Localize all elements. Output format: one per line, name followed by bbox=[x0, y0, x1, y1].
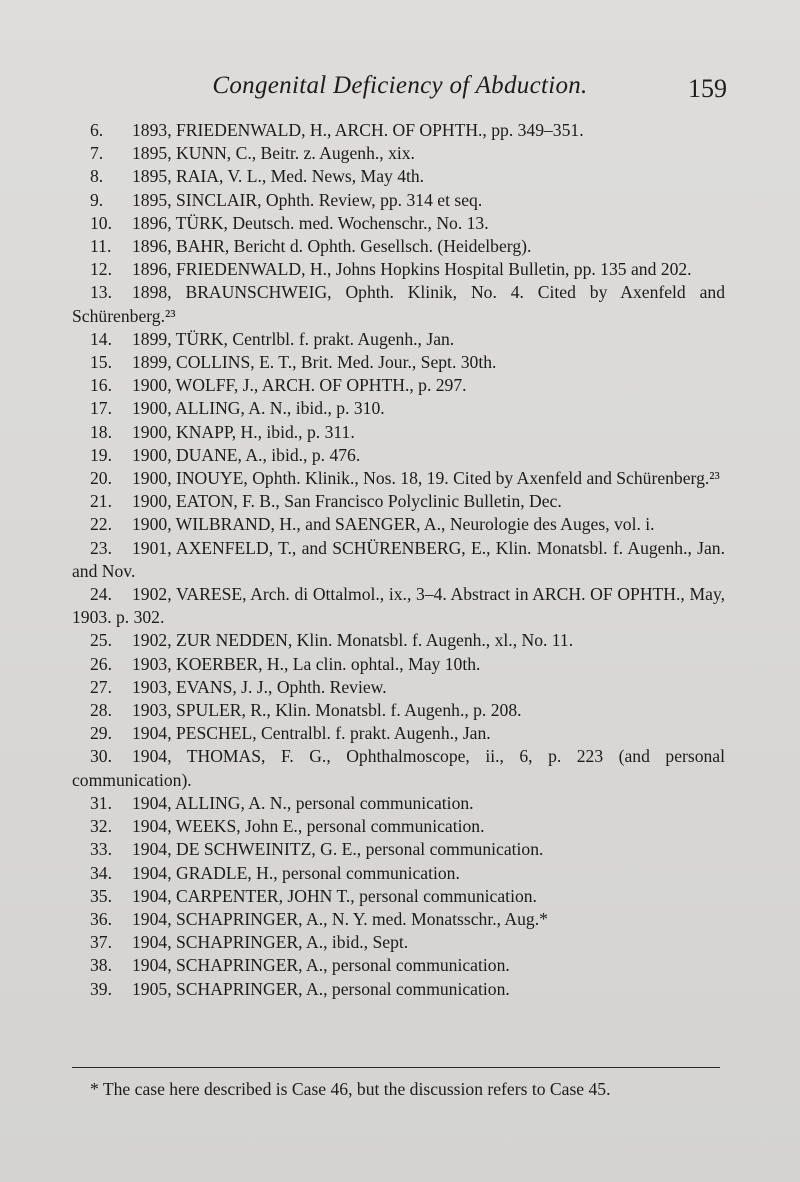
reference-number: 32. bbox=[90, 816, 112, 837]
reference-text: 1900, INOUYE, Ophth. Klinik., Nos. 18, 19. Cited by Axenfeld and Schürenberg.²³ bbox=[132, 468, 720, 489]
reference-item bbox=[72, 537, 725, 583]
reference-item bbox=[72, 351, 725, 374]
reference-item bbox=[72, 978, 725, 1001]
reference-text: 1900, WILBRAND, H., and SAENGER, A., Neurologie des Auges, vol. i. bbox=[132, 514, 655, 535]
reference-number: 7. bbox=[90, 143, 104, 164]
reference-number: 12. bbox=[90, 259, 112, 280]
reference-item bbox=[72, 328, 725, 351]
reference-text: 1904, SCHAPRINGER, A., personal communication. bbox=[132, 955, 510, 976]
reference-text: 1903, EVANS, J. J., Ophth. Review. bbox=[132, 676, 387, 697]
reference-item bbox=[72, 931, 725, 954]
reference-item bbox=[72, 676, 725, 699]
reference-text: 1904, SCHAPRINGER, A., N. Y. med. Monatsschr., Aug.* bbox=[132, 908, 548, 929]
reference-text: 1896, FRIEDENWALD, H., Johns Hopkins Hospital Bulletin, pp. 135 and 202. bbox=[132, 259, 692, 280]
reference-number: 19. bbox=[90, 444, 112, 465]
reference-item bbox=[72, 583, 725, 629]
reference-item bbox=[72, 421, 725, 444]
reference-item bbox=[72, 653, 725, 676]
reference-text: 1900, DUANE, A., ibid., p. 476. bbox=[132, 444, 361, 465]
reference-item bbox=[72, 885, 725, 908]
reference-text: 1902, VARESE, Arch. di Ottalmol., ix., 3–4. Abstract in ARCH. OF OPHTH., May, 1903. p. 302. bbox=[72, 584, 725, 628]
reference-number: 37. bbox=[90, 932, 112, 953]
reference-number: 36. bbox=[90, 908, 112, 929]
reference-item bbox=[72, 513, 725, 536]
reference-item bbox=[72, 165, 725, 188]
page-number: 159 bbox=[688, 74, 727, 103]
reference-number: 34. bbox=[90, 862, 112, 883]
reference-text: 1900, KNAPP, H., ibid., p. 311. bbox=[132, 421, 355, 442]
reference-number: 25. bbox=[90, 630, 112, 651]
reference-text: 1904, SCHAPRINGER, A., ibid., Sept. bbox=[132, 932, 409, 953]
reference-number: 38. bbox=[90, 955, 112, 976]
reference-text: 1902, ZUR NEDDEN, Klin. Monatsbl. f. Augenh., xl., No. 11. bbox=[132, 630, 574, 651]
reference-text: 1893, FRIEDENWALD, H., ARCH. OF OPHTH., pp. 349–351. bbox=[132, 120, 584, 140]
reference-item bbox=[72, 954, 725, 977]
reference-number: 30. bbox=[90, 746, 112, 767]
reference-text: 1904, PESCHEL, Centralbl. f. prakt. Augenh., Jan. bbox=[132, 723, 491, 744]
reference-text: 1903, KOERBER, H., La clin. ophtal., May 10th. bbox=[132, 653, 481, 674]
reference-text: 1901, AXENFELD, T., and SCHÜRENBERG, E., Klin. Monatsbl. f. Augenh., Jan. and Nov. bbox=[72, 537, 725, 581]
reference-text: 1904, GRADLE, H., personal communication. bbox=[132, 862, 460, 883]
reference-text: 1904, DE SCHWEINITZ, G. E., personal communication. bbox=[132, 839, 544, 860]
reference-number: 31. bbox=[90, 792, 112, 813]
reference-item bbox=[72, 467, 725, 490]
reference-text: 1896, TÜRK, Deutsch. med. Wochenschr., No. 13. bbox=[132, 212, 489, 233]
reference-number: 15. bbox=[90, 352, 112, 373]
reference-number: 27. bbox=[90, 676, 112, 697]
reference-number: 10. bbox=[90, 212, 112, 233]
reference-item bbox=[72, 142, 725, 165]
reference-item bbox=[72, 629, 725, 652]
reference-item bbox=[72, 490, 725, 513]
reference-item bbox=[72, 397, 725, 420]
reference-number: 28. bbox=[90, 700, 112, 721]
reference-item bbox=[72, 444, 725, 467]
reference-text: 1895, SINCLAIR, Ophth. Review, pp. 314 et seq. bbox=[132, 189, 483, 210]
reference-number: 18. bbox=[90, 421, 112, 442]
reference-item bbox=[72, 908, 725, 931]
reference-item bbox=[72, 792, 725, 815]
footnote-rule bbox=[72, 1067, 720, 1068]
reference-item bbox=[72, 699, 725, 722]
running-header-title: Congenital Deficiency of Abduction. bbox=[212, 72, 588, 99]
reference-text: 1895, KUNN, C., Beitr. z. Augenh., xix. bbox=[132, 143, 415, 164]
reference-number: 29. bbox=[90, 723, 112, 744]
reference-item bbox=[72, 189, 725, 212]
reference-text: 1896, BAHR, Bericht d. Ophth. Gesellsch. (Heidelberg). bbox=[132, 236, 532, 257]
reference-number: 6. bbox=[90, 120, 104, 140]
reference-item bbox=[72, 722, 725, 745]
reference-item bbox=[72, 745, 725, 791]
reference-number: 14. bbox=[90, 328, 112, 349]
reference-item bbox=[72, 838, 725, 861]
reference-item bbox=[72, 281, 725, 327]
reference-text: 1900, ALLING, A. N., ibid., p. 310. bbox=[132, 398, 385, 419]
reference-number: 23. bbox=[90, 537, 112, 558]
reference-number: 9. bbox=[90, 189, 104, 210]
reference-item bbox=[72, 815, 725, 838]
reference-number: 22. bbox=[90, 514, 112, 535]
reference-item bbox=[72, 258, 725, 281]
reference-text: 1900, WOLFF, J., ARCH. OF OPHTH., p. 297. bbox=[132, 375, 467, 396]
reference-text: 1904, THOMAS, F. G., Ophthalmoscope, ii., 6, p. 223 (and personal communication). bbox=[72, 746, 725, 790]
reference-number: 17. bbox=[90, 398, 112, 419]
reference-number: 13. bbox=[90, 282, 112, 303]
reference-number: 39. bbox=[90, 978, 112, 999]
reference-number: 8. bbox=[90, 166, 104, 187]
reference-number: 21. bbox=[90, 491, 112, 512]
reference-number: 20. bbox=[90, 468, 112, 489]
reference-number: 33. bbox=[90, 839, 112, 860]
reference-item bbox=[72, 212, 725, 235]
reference-text: 1904, WEEKS, John E., personal communication. bbox=[132, 816, 485, 837]
reference-number: 16. bbox=[90, 375, 112, 396]
reference-text: 1905, SCHAPRINGER, A., personal communication. bbox=[132, 978, 510, 999]
reference-text: 1899, COLLINS, E. T., Brit. Med. Jour., Sept. 30th. bbox=[132, 352, 497, 373]
reference-text: 1899, TÜRK, Centrlbl. f. prakt. Augenh., Jan. bbox=[132, 328, 455, 349]
reference-list bbox=[72, 119, 725, 1001]
reference-text: 1904, CARPENTER, JOHN T., personal communication. bbox=[132, 885, 537, 906]
reference-item bbox=[72, 119, 725, 142]
reference-number: 26. bbox=[90, 653, 112, 674]
reference-item bbox=[72, 862, 725, 885]
reference-text: 1895, RAIA, V. L., Med. News, May 4th. bbox=[132, 166, 425, 187]
footnote: * The case here described is Case 46, but the discussion refers to Case 45. bbox=[90, 1079, 611, 1099]
reference-number: 24. bbox=[90, 584, 112, 605]
reference-text: 1904, ALLING, A. N., personal communication. bbox=[132, 792, 474, 813]
reference-number: 11. bbox=[90, 236, 112, 257]
reference-item bbox=[72, 374, 725, 397]
reference-text: 1898, BRAUNSCHWEIG, Ophth. Klinik, No. 4. Cited by Axenfeld and Schürenberg.²³ bbox=[72, 282, 725, 326]
reference-item bbox=[72, 235, 725, 258]
reference-text: 1903, SPULER, R., Klin. Monatsbl. f. Augenh., p. 208. bbox=[132, 700, 522, 721]
reference-text: 1900, EATON, F. B., San Francisco Polyclinic Bulletin, Dec. bbox=[132, 491, 562, 512]
reference-number: 35. bbox=[90, 885, 112, 906]
